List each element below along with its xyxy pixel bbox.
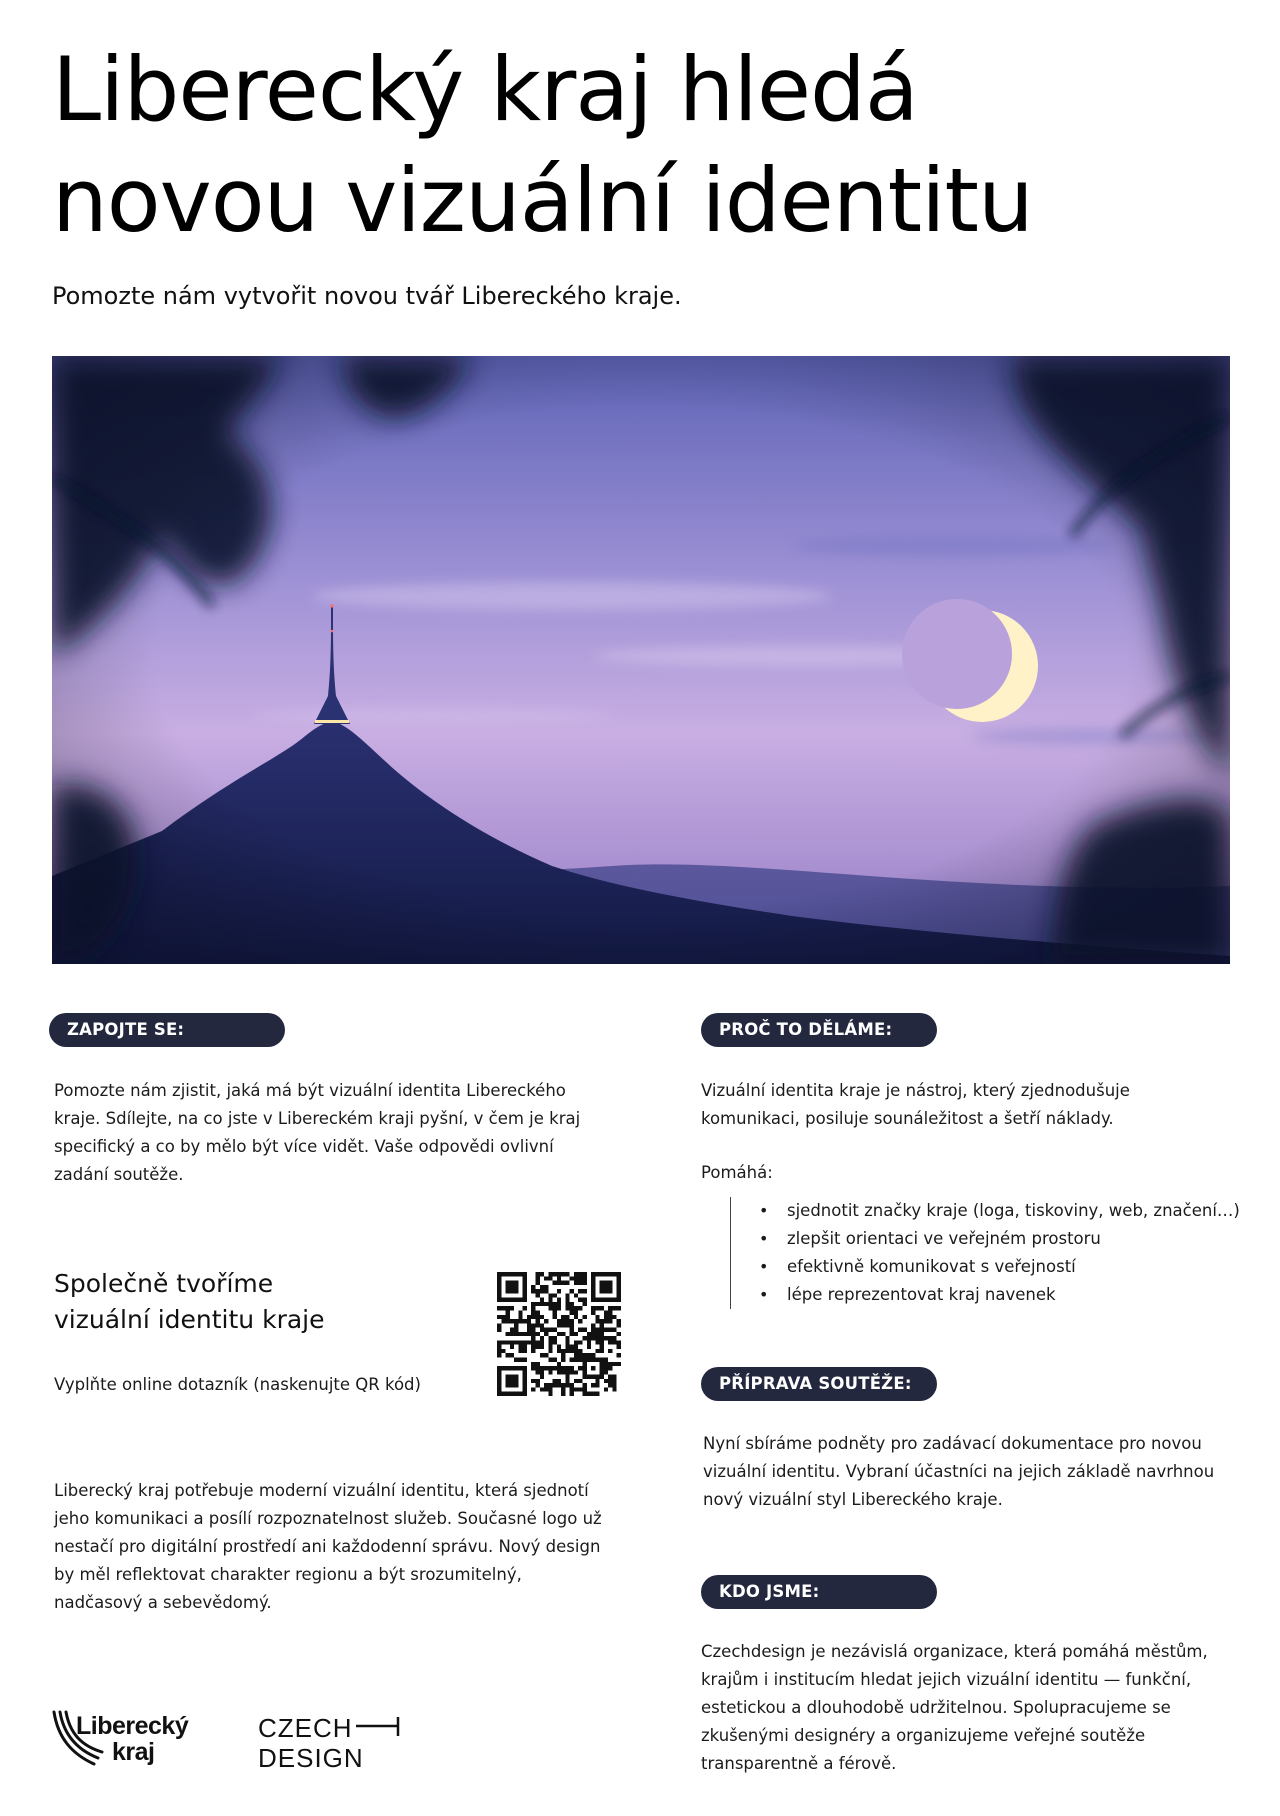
proc-text: Vizuální identita kraje je nástroj, který zjednodušuje komunikaci, posiluje sounáležitost a šetří náklady.	[701, 1081, 1130, 1128]
heading-zapojte-label: ZAPOJTE SE:	[67, 1020, 185, 1039]
heading-proc-label: PROČ TO DĚLÁME:	[719, 1020, 893, 1039]
qr-code[interactable]	[497, 1272, 621, 1396]
zapojte-text: Pomozte nám zjistit, jaká má být vizuální identita Libereckého kraje. Sdílejte, na co jste v Libereckém kraji pyšní, v čem je kraj specifický a co by mělo být více vidět. Vaše odpovědi ovlivní zadání soutěže.	[54, 1081, 581, 1184]
title-line-2: novou vizuální identitu	[52, 149, 1033, 252]
heading-proc	[701, 1013, 937, 1047]
hero-photo	[52, 356, 1230, 964]
liberecky-kraj-logo	[52, 1708, 212, 1770]
proc-helps-label: Pomáhá:	[701, 1163, 773, 1182]
logo-lk-line1: Liberecký	[76, 1712, 189, 1740]
kdo-text: Czechdesign je nezávislá organizace, která pomáhá městům, krajům i institucím hledat jejich vizuální identitu — funkční, estetickou a dlouhodobě udržitelnou. Spolupracujeme se zkušenými designéry a organizujeme veřejné soutěže transparentně a férově.	[701, 1642, 1208, 1773]
title-line-1: Liberecký kraj hledá	[52, 38, 918, 141]
czechdesign-logo	[258, 1712, 408, 1770]
heading-kdo	[701, 1575, 937, 1609]
logo-cd-line2: DESIGN	[258, 1743, 364, 1770]
about-text: Liberecký kraj potřebuje moderní vizuální identitu, která sjednotí jeho komunikaci a posílí rozpoznatelnost služeb. Současné logo už nestačí pro digitální prostředí ani každodenní správu. Nový design by měl reflektovat charakter regionu a být srozumitelný, nadčasový a sebevědomý.	[54, 1481, 602, 1612]
heading-kdo-label: KDO JSME:	[719, 1582, 820, 1601]
list-item: • sjednotit značky kraje (loga, tiskoviny, web, značení…)	[731, 1197, 1251, 1225]
proc-bullet-list	[730, 1197, 1251, 1309]
logo-lk-line2: kraj	[112, 1738, 155, 1766]
heading-zapojte	[49, 1013, 285, 1047]
page-title	[52, 34, 1232, 256]
cta-line-1: Společně tvoříme	[54, 1269, 274, 1298]
list-item: • lépe reprezentovat kraj navenek	[731, 1281, 1251, 1309]
list-item: • zlepšit orientaci ve veřejném prostoru	[731, 1225, 1251, 1253]
logo-cd-line1: CZECH	[258, 1713, 353, 1743]
heading-priprava-label: PŘÍPRAVA SOUTĚŽE:	[719, 1374, 912, 1393]
cta-heading	[54, 1266, 325, 1338]
priprava-text: Nyní sbíráme podněty pro zadávací dokumentace pro novou vizuální identitu. Vybraní účastníci na jejich základě navrhnou nový vizuální styl Libereckého kraje.	[703, 1434, 1215, 1509]
cta-note: Vyplňte online dotazník (naskenujte QR kód)	[54, 1375, 421, 1394]
page-subtitle: Pomozte nám vytvořit novou tvář Libereckého kraje.	[52, 282, 682, 310]
cta-line-2: vizuální identitu kraje	[54, 1305, 325, 1334]
list-item: • efektivně komunikovat s veřejností	[731, 1253, 1251, 1281]
heading-priprava	[701, 1367, 937, 1401]
